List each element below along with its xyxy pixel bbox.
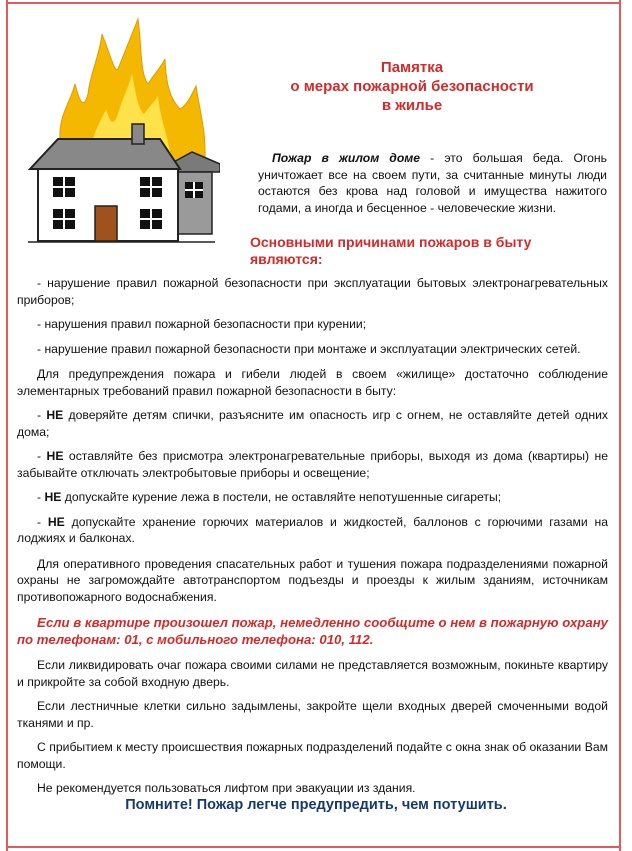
house-door — [95, 206, 117, 241]
house-roof — [30, 139, 180, 169]
border-left-line — [6, 0, 8, 851]
causes-heading-line-1: Основными причинами пожаров в быту — [250, 234, 532, 250]
intro-paragraph — [258, 150, 607, 216]
advice-item: Если ликвидировать очаг пожара своими силами не представляется возможным, покиньте квартиру и прикройте за собой входную дверь. — [17, 658, 608, 689]
rule-item: - НЕ доверяйте детям спички, разъясните им опасность игр с огнем, не оставляйте детей одних дома; — [17, 408, 608, 439]
small-house-wall — [178, 172, 212, 234]
border-bottom-line — [6, 846, 621, 848]
cause-item: - нарушения правил пожарной безопасности при курении; — [37, 317, 367, 331]
title-line-3: в жилье — [381, 97, 443, 114]
rule-item: - НЕ допускайте хранение горючих материалов и жидкостей, баллонов с горючими газами на лоджиях и балконах. — [17, 514, 608, 545]
rule-item: - НЕ оставляйте без присмотра электронагревательные приборы, выходя из дома (квартиры) не забывайте отключать электробытовые приборы и освещение; — [17, 449, 608, 480]
rule-item: - НЕ допускайте курение лежа в постели, не оставляйте непотушенные сигареты; — [37, 490, 502, 504]
chimney — [132, 124, 144, 144]
border-right-line — [619, 0, 621, 851]
phone-mobile: 010, 112 — [319, 632, 370, 647]
intro-text: - это большая беда. Огонь уничтожает все на своем пути, за считанные минуты люди остаются без крова над головой и имущества нажитого годами, а иногда и бесценное - человеческие жизни. — [258, 151, 607, 215]
prevention-intro: Для предупреждения пожара и гибели людей в своем «жилище» достаточно соблюдение элементарных требований правил пожарной безопасности в быту: — [17, 367, 608, 398]
advice-item: Если лестничные клетки сильно задымлены, закройте щели входных дверей смоченными водой тканями и пр. — [17, 699, 608, 730]
footer-slogan: Помните! Пожар легче предупредить, чем потушить. — [125, 797, 507, 813]
causes-heading-line-2: являются: — [250, 251, 323, 267]
emergency-alert: Если в квартире произошел пожар, немедленно сообщите о нем в пожарную охрану по телефонам: 01, с мобильного телефона: 010, 112. — [17, 615, 608, 647]
title-line-1: Памятка — [380, 59, 444, 76]
title-line-2: о мерах пожарной безопасности — [290, 78, 534, 95]
advice-item: С прибытием к месту происшествия пожарных подразделений подайте с окна знак об оказании Вам помощи. — [17, 740, 608, 771]
operations-note: Для оперативного проведения спасательных работ и тушения пожара подразделениями пожарной охраны не загромождайте автотранспортом подъезды и проезды к жилым зданиям, источникам противопожарного водоснабжения. — [17, 556, 608, 604]
cause-item: - нарушение правил пожарной безопасности при монтаже и эксплуатации электрических сетей. — [37, 341, 581, 356]
main-body — [17, 275, 608, 797]
page-title — [262, 58, 562, 115]
burning-house-illustration — [20, 14, 220, 254]
advice-item: Не рекомендуется пользоваться лифтом при эвакуации из здания. — [37, 781, 416, 795]
phone-01: 01 — [124, 632, 139, 647]
cause-item: - нарушение правил пожарной безопасности при эксплуатации бытовых электронагревательных приборов; — [17, 276, 608, 307]
causes-heading — [250, 234, 608, 268]
intro-lead: Пожар в жилом доме — [272, 151, 421, 165]
border-top-line — [6, 2, 621, 4]
